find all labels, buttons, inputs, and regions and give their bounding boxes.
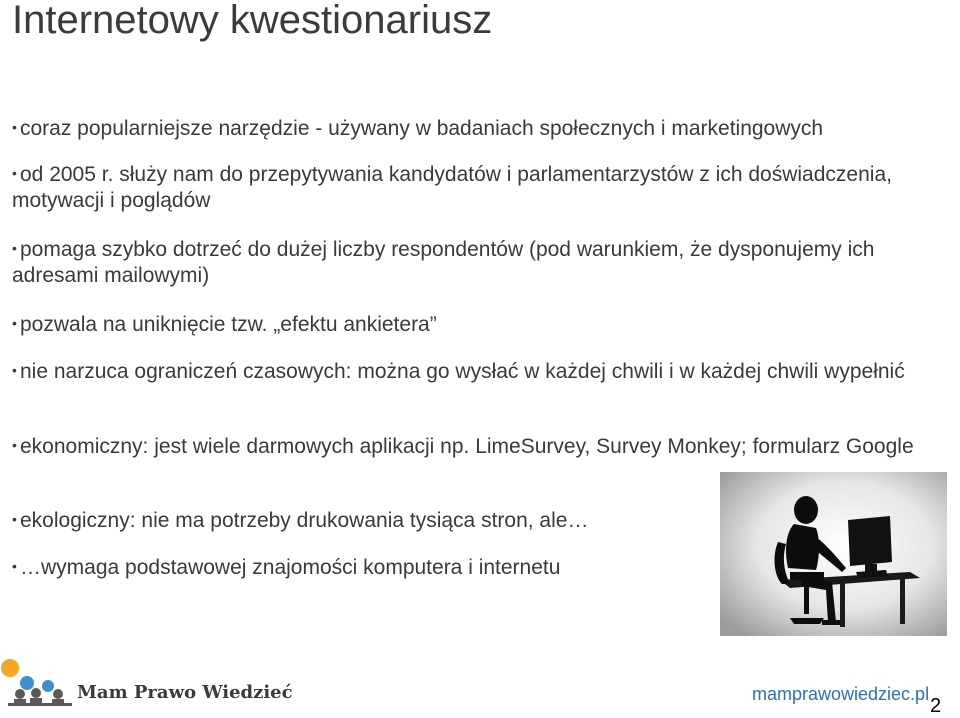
bullet-marker: • — [12, 240, 17, 256]
bullet-marker: • — [12, 315, 17, 331]
bullet-item — [12, 506, 702, 534]
bullet-text: nie narzuca ograniczeń czasowych: można go wysłać w każdej chwili i w każdej chwili wypełnić — [20, 360, 905, 383]
bullet-text: od 2005 r. służy nam do przepytywania kandydatów i parlamentarzystów z ich doświadczenia, motywacji i poglądów — [12, 163, 892, 212]
bullet-item — [12, 114, 957, 142]
page-number: 2 — [930, 695, 942, 717]
bullet-item — [12, 310, 957, 338]
bullet-text: pomaga szybko dotrzeć do dużej liczby respondentów (pod warunkiem, że dysponujemy ich adresami mailowymi) — [12, 238, 875, 287]
slide-title: Internetowy kwestionariusz — [12, 0, 493, 42]
bullet-marker: • — [12, 558, 17, 574]
bullet-text: …wymaga podstawowej znajomości komputera i internetu — [20, 556, 561, 579]
bullet-text: ekonomiczny: jest wiele darmowych aplikacji np. LimeSurvey, Survey Monkey; formularz Google — [20, 435, 914, 458]
silhouette-image — [720, 472, 947, 636]
bullet-item — [12, 357, 957, 385]
bullet-text: ekologiczny: nie ma potrzeby drukowania tysiąca stron, ale… — [20, 509, 589, 532]
bullet-text: pozwala na uniknięcie tzw. „efektu ankietera” — [20, 313, 437, 336]
bullet-marker: • — [12, 437, 17, 453]
people-group-icon — [0, 656, 80, 706]
computer-user-photo — [720, 472, 947, 636]
bullet-marker: • — [12, 165, 17, 181]
bullet-marker: • — [12, 511, 17, 527]
bullet-marker: • — [12, 119, 17, 135]
bullet-item — [12, 553, 702, 581]
bullet-item — [12, 160, 957, 214]
bullet-marker: • — [12, 362, 17, 378]
bullet-item — [12, 432, 957, 460]
website-link[interactable]: mamprawowiedziec.pl — [752, 684, 930, 704]
bullet-item — [12, 235, 957, 289]
bullet-text: coraz popularniejsze narzędzie - używany w badaniach społecznych i marketingowych — [20, 117, 824, 140]
logo-text: Mam Prawo Wiedzieć — [77, 682, 293, 703]
